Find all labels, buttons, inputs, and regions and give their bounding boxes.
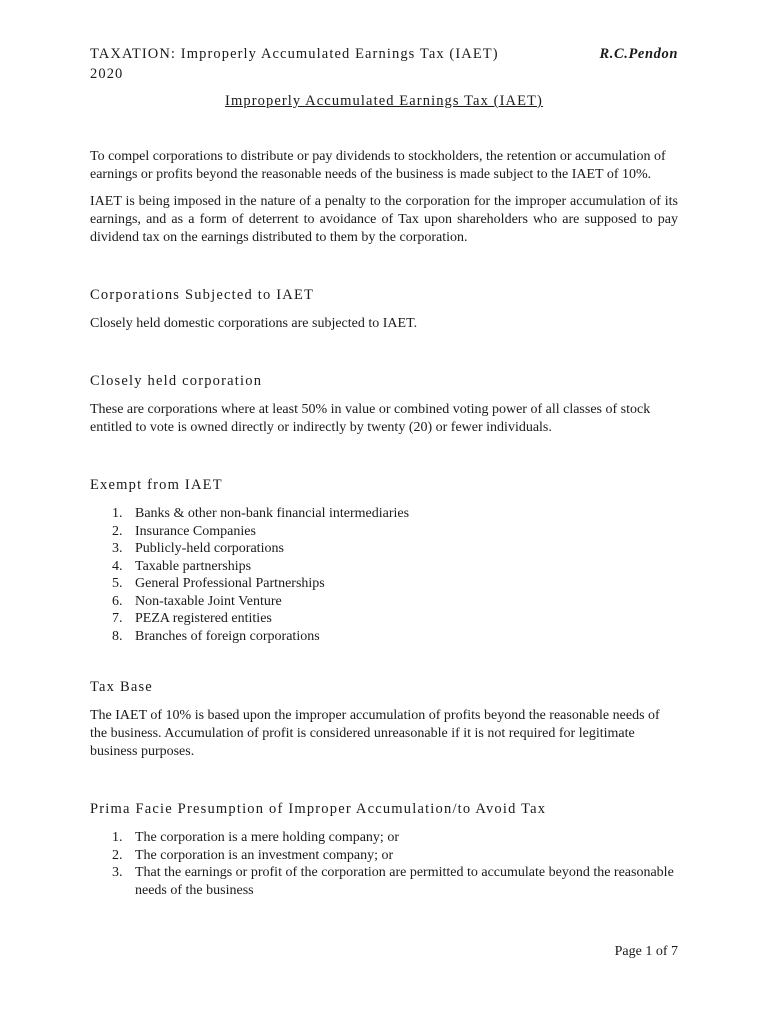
- section-heading-exempt: Exempt from IAET: [90, 477, 223, 493]
- section-text-tax-base: The IAET of 10% is based upon the improper accumulation of profits beyond the reasonable needs of the business. Accumulation of profit is considered unreasonable if it is not required for legitimate business purposes.: [90, 708, 660, 759]
- exempt-list: [90, 505, 678, 645]
- list-item: 5. General Professional Partnerships: [112, 576, 325, 591]
- document-body: [90, 148, 678, 908]
- section-heading-closely-held: Closely held corporation: [90, 373, 263, 389]
- section-text-closely-held: These are corporations where at least 50% in value or combined voting power of all classes of stock entitled to vote is owned directly or indirectly by twenty (20) or fewer individuals.: [90, 402, 651, 435]
- intro-paragraph-1: To compel corporations to distribute or pay dividends to stockholders, the retention or accumulation of earnings or profits beyond the reasonable needs of the business is made subject to the IAET of 10%.: [90, 149, 666, 182]
- list-item: 2. Insurance Companies: [112, 523, 256, 539]
- header-author: R.C.Pendon: [599, 46, 678, 62]
- list-item: 6. Non-taxable Joint Venture: [112, 593, 282, 609]
- document-title: Improperly Accumulated Earnings Tax (IAET): [225, 93, 543, 109]
- list-item: 2. The corporation is an investment company; or: [112, 847, 394, 863]
- header-year: 2020: [90, 66, 124, 82]
- section-heading-subjected: Corporations Subjected to IAET: [90, 287, 315, 303]
- section-heading-prima-facie: Prima Facie Presumption of Improper Accumulation/to Avoid Tax: [90, 801, 547, 817]
- section-text-subjected: Closely held domestic corporations are subjected to IAET.: [90, 316, 418, 331]
- list-item: 3. Publicly-held corporations: [112, 541, 284, 556]
- prima-facie-list: [90, 829, 678, 899]
- section-heading-tax-base: Tax Base: [90, 679, 153, 695]
- list-item: 8. Branches of foreign corporations: [112, 628, 320, 644]
- running-header: [90, 44, 678, 84]
- list-item: 1. Banks & other non-bank financial intermediaries: [112, 506, 410, 521]
- list-item: 1. The corporation is a mere holding company; or: [112, 830, 399, 845]
- intro-paragraph-2: IAET is being imposed in the nature of a penalty to the corporation for the improper accumulation of its earnings, and as a form of deterrent to avoidance of Tax upon shareholders who are supposed to pay dividend tax on the earnings distributed to them by the corporation.: [90, 194, 678, 245]
- list-item: 4. Taxable partnerships: [112, 558, 252, 574]
- list-item: 7. PEZA registered entities: [112, 611, 272, 626]
- header-title: TAXATION: Improperly Accumulated Earnings Tax (IAET): [90, 46, 499, 62]
- list-item: 3. That the earnings or profit of the corporation are permitted to accumulate beyond the reasonable needs of the business: [112, 865, 674, 898]
- page-number: Page 1 of 7: [614, 944, 678, 959]
